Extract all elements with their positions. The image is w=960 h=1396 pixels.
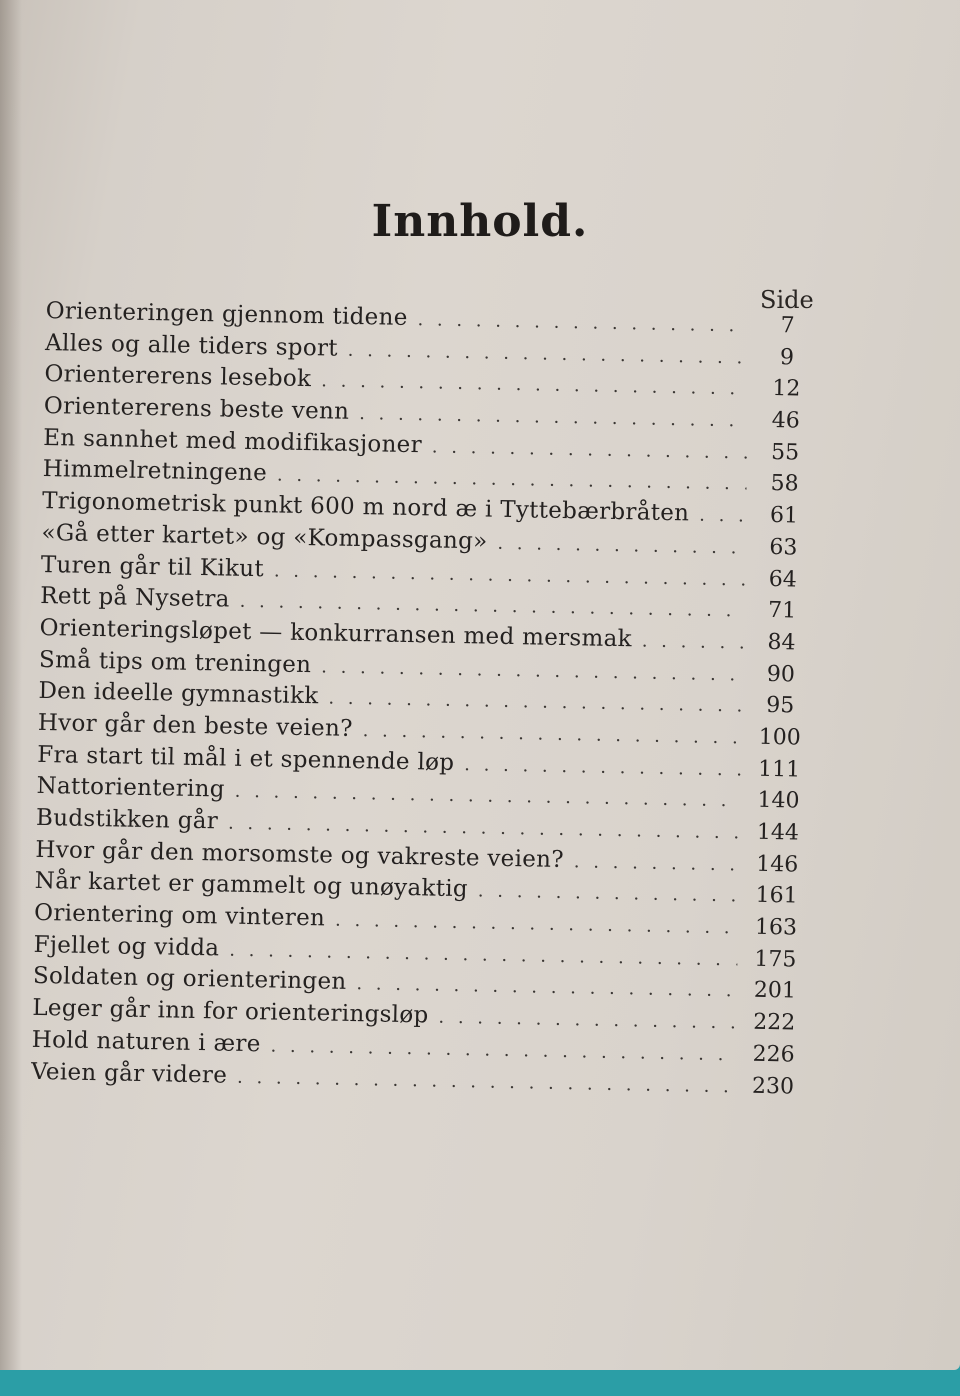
dot-leader [362, 720, 741, 748]
toc-entry-title: Trigonometrisk punkt 600 m nord æ i Tyttebærbråten [41, 488, 690, 527]
dot-leader [270, 1035, 735, 1065]
dot-leader [335, 910, 738, 939]
toc-entry-title: Små tips om treningen [38, 646, 312, 678]
dot-leader [464, 754, 741, 780]
toc-entry-title: Orienteringen gjennom tidene [45, 298, 408, 331]
dot-leader [356, 974, 737, 1002]
toc-entry-page: 9 [779, 344, 795, 371]
toc-entry-page: 226 [752, 1041, 795, 1068]
toc-entry-title: Budstikken går [35, 804, 219, 835]
toc-entry-page: 58 [770, 471, 799, 497]
toc-entry-page: 46 [771, 408, 801, 434]
dot-leader [239, 591, 744, 622]
page-column-label: Side [760, 286, 814, 314]
dot-leader [237, 1066, 735, 1097]
toc-entry-title: Hold naturen i ære [31, 1026, 261, 1058]
dot-leader [277, 465, 747, 495]
dot-leader [328, 688, 742, 717]
toc-entry-page: 7 [780, 313, 795, 339]
toc-entry-page: 95 [766, 693, 795, 719]
toc-entry-title: «Gå etter kartet» og «Kompassgang» [41, 519, 488, 555]
dot-leader [235, 781, 741, 812]
toc-entry-title: Alles og alle tiders sport [44, 329, 339, 362]
toc-entry-page: 12 [772, 376, 801, 402]
toc-entry-page: 71 [767, 598, 797, 624]
toc-entry-page: 175 [754, 946, 797, 973]
toc-entry-page: 100 [758, 724, 801, 751]
toc-entry-title: Rett på Nysetra [40, 583, 230, 613]
toc-entry-title: Når kartet er gammelt og unøyaktig [34, 868, 469, 903]
toc-entry-title: Orientererens lesebok [44, 361, 312, 393]
toc-entry-title: Hvor går den morsomste og vakreste veien? [35, 836, 565, 873]
toc-entry-page: 64 [768, 566, 797, 592]
toc-entry-title: Turen går til Kikut [40, 551, 265, 582]
dot-leader [438, 1007, 736, 1034]
toc-entry-title: Leger går inn for orienteringsløp [32, 994, 429, 1029]
toc-entry-page: 111 [757, 756, 801, 783]
toc-entry-title: Orientererens beste venn [43, 393, 350, 425]
dot-leader [478, 881, 739, 907]
toc-entry-title: Orientering om vinteren [33, 899, 326, 932]
toc-entry-title: Den ideelle gymnastikk [38, 678, 319, 710]
toc-entry-page: 201 [753, 978, 797, 1004]
toc-entry-page: 63 [769, 534, 798, 561]
dot-leader [274, 560, 745, 590]
dot-leader [699, 505, 746, 527]
toc-entry-page: 140 [757, 788, 800, 814]
dot-leader [228, 813, 740, 844]
toc-entry-page: 84 [767, 629, 796, 656]
toc-entry-title: Veien går videre [30, 1058, 228, 1089]
toc-entry-page: 161 [755, 883, 798, 909]
toc-entry-title: Hvor går den beste veien? [37, 709, 353, 742]
toc-entry-title: Soldaten og orienteringen [32, 963, 347, 996]
toc-entry-title: Fjellet og vidda [33, 931, 220, 962]
dot-leader [229, 939, 738, 970]
dot-leader [348, 339, 750, 368]
toc-entry-page: 163 [754, 914, 798, 941]
dot-leader [359, 403, 748, 431]
toc-entry-title: En sannhet med modifikasjoner [43, 424, 423, 458]
toc-entry-title: Fra start til mål i et spennende løp [36, 741, 455, 776]
toc-entry-page: 230 [751, 1073, 795, 1100]
toc-entry-page: 61 [769, 503, 799, 529]
toc-entry-page: 144 [756, 819, 800, 846]
toc-entry-page: 222 [752, 1009, 796, 1036]
table-of-contents [31, 298, 816, 1105]
toc-entry-page: 90 [766, 661, 796, 688]
dot-leader [321, 656, 743, 685]
toc-entry-page: 55 [770, 439, 800, 466]
toc-entry-title: Nattorientering [36, 773, 226, 803]
dot-leader [321, 371, 748, 400]
toc-entry-title: Orienteringsløpet — konkurransen med mersmak [39, 614, 633, 653]
dot-leader [642, 630, 744, 653]
dot-leader [432, 436, 748, 463]
toc-entry-title: Himmelretningene [42, 456, 268, 487]
toc-entry-page: 146 [756, 851, 799, 878]
dot-leader [574, 851, 740, 875]
dot-leader [497, 533, 745, 559]
dot-leader [417, 309, 749, 336]
page-title: Innhold. [371, 196, 589, 247]
